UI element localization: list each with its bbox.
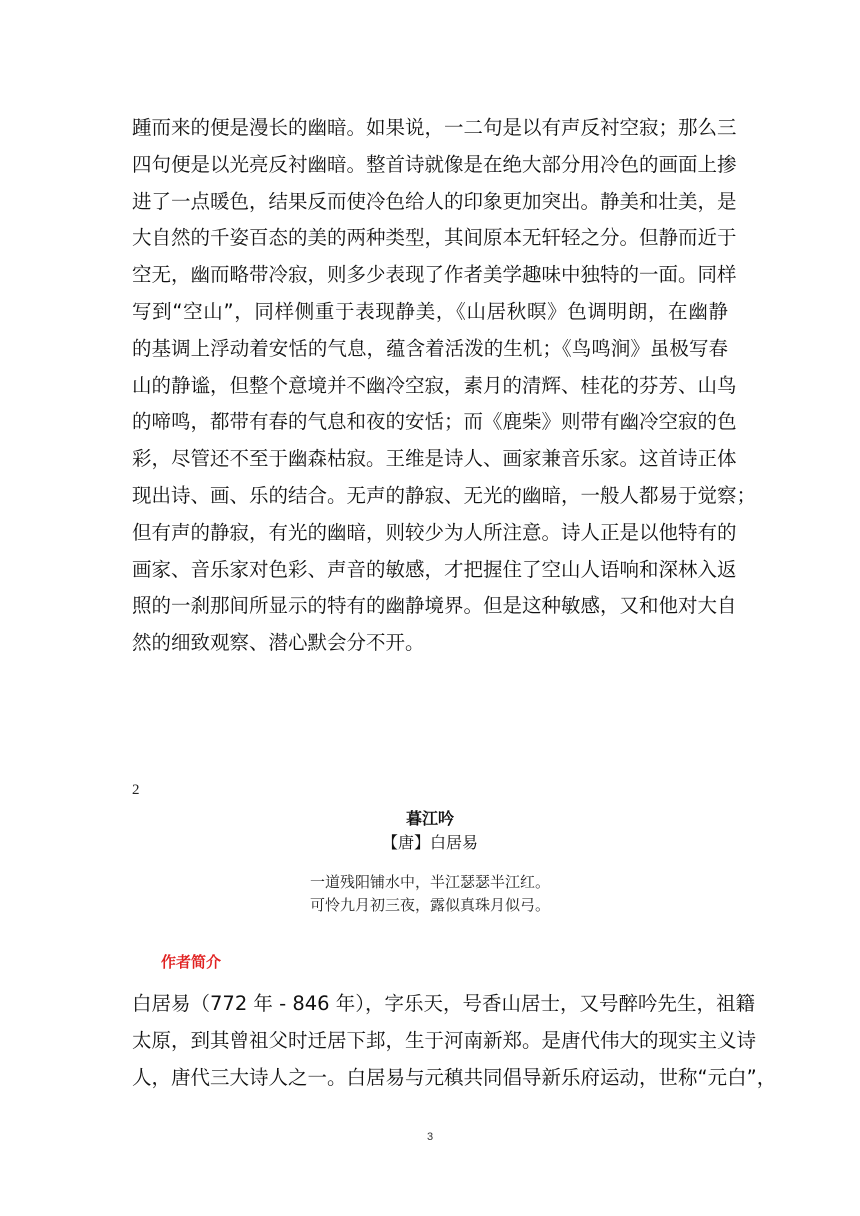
section-number: 2 [132,782,140,798]
poem-body [0,871,860,917]
author-intro-paragraph [132,986,777,1096]
paragraph-line: 大自然的千姿百态的美的两种类型，其间原本无轩轻之分。但静而近于 [132,226,737,250]
paragraph-line: 太原，到其曾祖父时迁居下邽，生于河南新郑。是唐代伟大的现实主义诗 [132,1028,757,1052]
paragraph-line: 画家、音乐家对色彩、声音的敏感，才把握住了空山人语响和深林入返 [132,557,737,581]
paragraph-line: 彩，尽管还不至于幽森枯寂。王维是诗人、画家兼音乐家。这首诗正体 [132,447,737,471]
paragraph-line: 进了一点暖色，结果反而使冷色给人的印象更加突出。静美和壮美，是 [132,189,737,213]
paragraph-line: 照的一刹那间所显示的特有的幽静境界。但是这种敏感，又和他对大自 [132,594,737,618]
poem-author: 【唐】白居易 [381,833,478,852]
paragraph-line: 山的静谧，但整个意境并不幽冷空寂，素月的清辉、桂花的芬芳、山鸟 [132,373,737,397]
paragraph-line: 人，唐代三大诗人之一。白居易与元稹共同倡导新乐府运动，世称“元白”， [132,1065,777,1089]
poem-title: 暮江吟 [405,809,454,828]
paragraph-line: 写到“空山”，同样侧重于表现静美，《山居秋暝》色调明朗，在幽静 [132,299,728,323]
poem-line: 可怜九月初三夜，露似真珠月似弓。 [309,896,550,914]
paragraph-line: 的基调上浮动着安恬的气息，蕴含着活泼的生机；《鸟鸣涧》虽极写春 [132,336,728,360]
paragraph-line: 白居易（772 年 - 846 年），字乐天，号香山居士，又号醉吟先生，祖籍 [132,992,756,1015]
paragraph-line: 空无，幽而略带冷寂，则多少表现了作者美学趣味中独特的一面。同样 [132,263,737,287]
commentary-paragraph [132,110,757,662]
paragraph-line: 的啼鸣，都带有春的气息和夜的安恬；而《鹿柴》则带有幽冷空寂的色 [132,410,737,434]
paragraph-line: 但有声的静寂，有光的幽暗，则较少为人所注意。诗人正是以他特有的 [132,520,737,544]
author-intro-heading: 作者简介 [161,953,222,971]
page-number: 3 [426,1131,434,1143]
paragraph-line: 然的细致观察、潜心默会分不开。 [132,631,425,655]
poem-line: 一道残阳铺水中，半江瑟瑟半江红。 [309,873,550,891]
paragraph-line: 现出诗、画、乐的结合。无声的静寂、无光的幽暗，一般人都易于觉察； [132,483,757,507]
paragraph-line: 四句便是以光亮反衬幽暗。整首诗就像是在绝大部分用冷色的画面上掺 [132,152,737,176]
paragraph-line: 踵而来的便是漫长的幽暗。如果说，一二句是以有声反衬空寂；那么三 [132,116,737,139]
